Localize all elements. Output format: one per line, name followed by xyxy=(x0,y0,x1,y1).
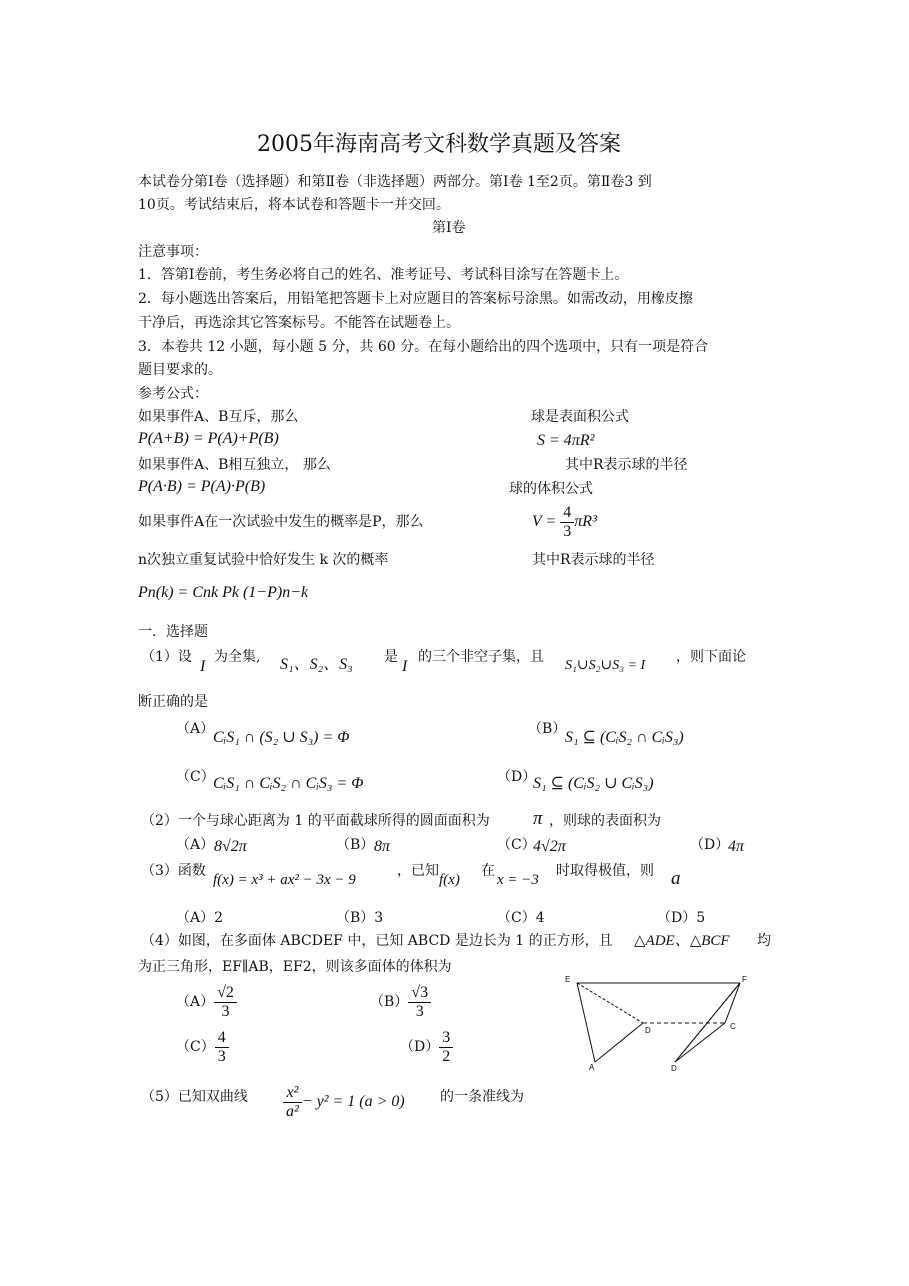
q2-option-b: 8π xyxy=(374,838,391,855)
formulas-heading: 参考公式： xyxy=(138,386,208,402)
formula-exclusive: P(A+B) = P(A)+P(B) xyxy=(138,430,279,447)
formula-note-radius-2: 其中R表示球的半径 xyxy=(532,552,655,568)
q1-subsets: 的三个非空子集，且 xyxy=(418,649,544,665)
formula-label-independent: 如果事件A、B相互独立， 那么 xyxy=(138,457,331,473)
q4-polyhedron-figure xyxy=(555,970,760,1075)
q2-option-c: 4√2π xyxy=(533,838,566,855)
q4-option-a: （A） $\frac{√2}{3}$ xyxy=(176,980,237,1024)
q3-option-a: （A）2 xyxy=(176,910,224,926)
q5-prefix: （5）已知双曲线 xyxy=(141,1089,248,1105)
q3-function: f(x) = x³ + ax² − 3x − 9 xyxy=(213,872,356,888)
q1-option-a-label: （A） xyxy=(176,721,215,737)
formula-label-exclusive: 如果事件A、B互斥，那么 xyxy=(138,409,299,425)
formula-label-probability: 如果事件A在一次试验中发生的概率是P，那么 xyxy=(138,514,424,530)
q3-option-c: （C）4 xyxy=(497,910,545,926)
q5-hyperbola: $\frac{\text{x²}}{\text{a²}}$ − y² = 1 (a > 0) xyxy=(283,1080,405,1124)
q1-option-a: CᵢS₁ ∩ (S₂ ∪ S₃) = Φ xyxy=(213,729,350,746)
intro-line-2: 10页。考试结束后，将本试卷和答题卡一并交回。 xyxy=(138,197,450,213)
q1-is: 是 xyxy=(384,649,398,665)
q3-fx: f(x) xyxy=(439,872,460,888)
q1-universe: 为全集, xyxy=(214,649,261,665)
label-d-bottom: D xyxy=(671,1064,677,1073)
q1-option-c-label: （C） xyxy=(176,769,215,785)
label-a: A xyxy=(589,1063,595,1072)
formula-binomial: Pn(k) = Cnk Pk (1−P)n−k xyxy=(138,584,309,601)
edge-ea xyxy=(577,983,595,1062)
q4-stem-both: 均 xyxy=(757,933,771,949)
note-3-line-1: 3．本卷共 12 小题，每小题 5 分，共 60 分。在每小题给出的四个选项中，只有一项是符合 xyxy=(138,339,709,355)
q2-option-d: 4π xyxy=(728,838,745,855)
q2-option-c-label: （C） xyxy=(497,837,536,853)
formula-independent: P(A·B) = P(A)·P(B) xyxy=(138,478,266,495)
q2-option-a-label: （A） xyxy=(176,837,215,853)
note-2-line-1: 2．每小题选出答案后，用铅笔把答题卡上对应题目的答案标号涂黑。如需改动，用橡皮擦 xyxy=(138,291,693,307)
q1-then: ，则下面论 xyxy=(676,649,746,665)
q2-pi: π xyxy=(533,808,543,829)
q2-option-b-label: （B） xyxy=(336,837,375,853)
formula-label-sphere-volume: 球的体积公式 xyxy=(509,481,593,497)
q3-option-b: （B）3 xyxy=(336,910,384,926)
edge-ad xyxy=(595,1023,643,1062)
q1-option-b: S₁ ⊆ (CᵢS₂ ∩ CᵢS₃) xyxy=(565,729,684,746)
label-e: E xyxy=(565,975,571,984)
note-1: 1．答第Ⅰ卷前，考生务必将自己的姓名、准考证号、考试科目涂写在答题卡上。 xyxy=(138,267,629,283)
note-2-line-2: 干净后，再选涂其它答案标号。不能答在试题卷上。 xyxy=(138,315,460,331)
formula-label-sphere-area: 球是表面积公式 xyxy=(531,409,629,425)
q4-option-d: （D） $\frac{3}{2}$ xyxy=(400,1025,453,1069)
q1-condition: S₁∪S₂∪S₃ = I xyxy=(565,658,646,673)
q3-a: a xyxy=(671,868,681,889)
intro-line-1: 本试卷分第Ⅰ卷（选择题）和第Ⅱ卷（非选择题）两部分。第Ⅰ卷 1至2页。第Ⅱ卷3 到 xyxy=(138,174,652,190)
q1-prefix: （1）设 xyxy=(141,649,192,665)
q3-at: 在 xyxy=(481,863,495,879)
q2-option-a: 8√2π xyxy=(214,838,247,855)
part-one-heading: 第Ⅰ卷 xyxy=(432,220,466,236)
note-3-line-2: 题目要求的。 xyxy=(138,362,222,378)
q5-stem-end: 的一条准线为 xyxy=(440,1089,524,1105)
q1-option-c: CᵢS₁ ∩ CᵢS₂ ∩ CᵢS₃ = Φ xyxy=(213,775,364,792)
q3-option-d: （D）5 xyxy=(657,910,706,926)
q1-set-i: I xyxy=(200,658,206,675)
q4-stem-2: 为正三角形，EF∥AB，EF2，则该多面体的体积为 xyxy=(138,959,452,975)
edge-fc xyxy=(725,983,740,1023)
q1-sets: S₁、S₂、S₃ xyxy=(280,656,353,673)
q2-stem-end: ，则球的表面积为 xyxy=(549,813,661,829)
q4-option-b: （B） $\frac{√3}{3}$ xyxy=(370,980,431,1024)
formula-note-radius-1: 其中R表示球的半径 xyxy=(565,457,688,473)
edge-ed xyxy=(577,983,643,1023)
q1-option-b-label: （B） xyxy=(528,721,567,737)
label-d-top: D xyxy=(645,1026,651,1035)
label-c: C xyxy=(730,1022,736,1031)
edge-bc xyxy=(675,1023,725,1062)
page-title: 2005年海南高考文科数学真题及答案 xyxy=(257,132,621,157)
q3-x-value: x = −3 xyxy=(497,872,539,888)
notes-heading: 注意事项： xyxy=(138,244,208,260)
q2-option-d-label: （D） xyxy=(690,837,730,853)
formula-sphere-volume: V = $\frac{4}{3}$ πR³ xyxy=(532,503,597,540)
section-heading: 一．选择题 xyxy=(138,624,208,640)
q4-stem-1: （4）如图，在多面体 ABCDEF 中，已知 ABCD 是边长为 1 的正方形，且 xyxy=(141,933,613,949)
q3-prefix: （3）函数 xyxy=(141,863,206,879)
formula-label-binomial: n次独立重复试验中恰好发生 k 次的概率 xyxy=(138,552,389,568)
q1-option-d: S₁ ⊆ (CᵢS₂ ∪ CᵢS₃) xyxy=(533,775,654,792)
q4-triangles: △ADE、△BCF xyxy=(634,933,730,949)
q1-stem-end: 断正确的是 xyxy=(138,694,208,710)
q2-stem: （2）一个与球心距离为 1 的平面截球所得的圆面面积为 xyxy=(141,813,490,829)
formula-sphere-area: S = 4πR² xyxy=(537,432,595,449)
q1-option-d-label: （D） xyxy=(497,769,537,785)
q3-known: ，已知 xyxy=(397,863,439,879)
q4-option-c: （C） $\frac{4}{3}$ xyxy=(176,1025,229,1069)
label-f: F xyxy=(742,975,747,984)
q1-set-i-2: I xyxy=(402,658,408,675)
q3-extremum: 时取得极值，则 xyxy=(556,863,654,879)
